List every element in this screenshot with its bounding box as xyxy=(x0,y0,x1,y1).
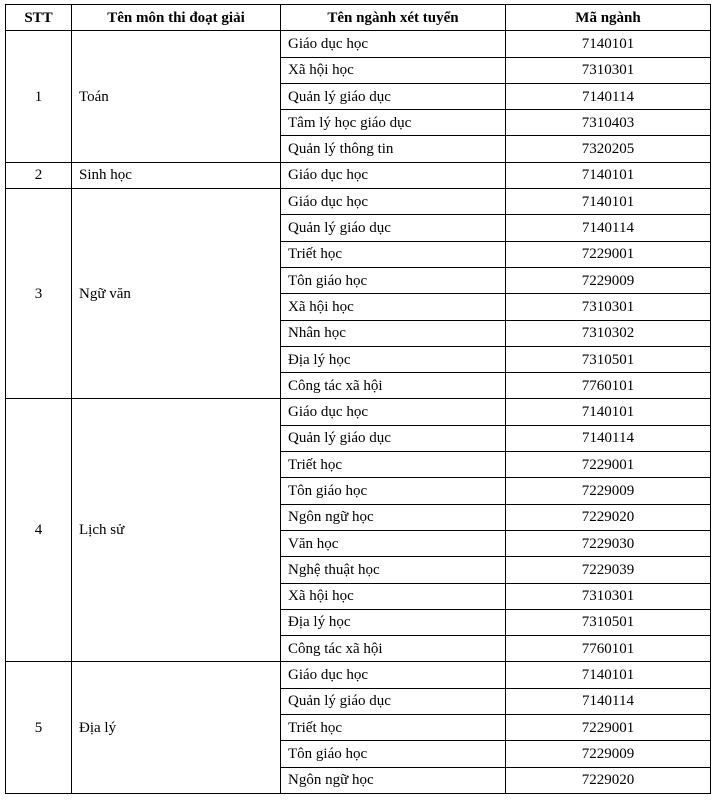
subject-cell: Sinh học xyxy=(72,162,281,188)
code-cell: 7229039 xyxy=(506,557,711,583)
code-cell: 7310403 xyxy=(506,110,711,136)
major-cell: Tôn giáo học xyxy=(281,267,506,293)
code-cell: 7229001 xyxy=(506,715,711,741)
major-cell: Xã hội học xyxy=(281,57,506,83)
table-row xyxy=(6,662,711,688)
code-cell: 7310301 xyxy=(506,57,711,83)
major-cell: Triết học xyxy=(281,241,506,267)
code-cell: 7310301 xyxy=(506,294,711,320)
stt-cell: 5 xyxy=(6,662,72,793)
document-page xyxy=(5,4,711,794)
code-cell: 7229001 xyxy=(506,241,711,267)
code-cell: 7229009 xyxy=(506,741,711,767)
major-cell: Quản lý giáo dục xyxy=(281,688,506,714)
code-cell: 7310501 xyxy=(506,346,711,372)
major-cell: Quản lý giáo dục xyxy=(281,215,506,241)
major-cell: Ngôn ngữ học xyxy=(281,504,506,530)
major-cell: Địa lý học xyxy=(281,346,506,372)
code-cell: 7760101 xyxy=(506,636,711,662)
subject-cell: Địa lý xyxy=(72,662,281,793)
subject-cell: Lịch sử xyxy=(72,399,281,662)
code-cell: 7229001 xyxy=(506,452,711,478)
stt-cell: 1 xyxy=(6,31,72,162)
major-cell: Giáo dục học xyxy=(281,662,506,688)
table-row xyxy=(6,31,711,57)
major-cell: Ngôn ngữ học xyxy=(281,767,506,793)
major-cell: Triết học xyxy=(281,452,506,478)
code-cell: 7140101 xyxy=(506,399,711,425)
major-cell: Địa lý học xyxy=(281,609,506,635)
code-cell: 7140114 xyxy=(506,425,711,451)
stt-cell: 2 xyxy=(6,162,72,188)
stt-cell: 4 xyxy=(6,399,72,662)
major-cell: Quản lý giáo dục xyxy=(281,425,506,451)
code-cell: 7310302 xyxy=(506,320,711,346)
major-cell: Tôn giáo học xyxy=(281,478,506,504)
major-cell: Giáo dục học xyxy=(281,31,506,57)
code-cell: 7140101 xyxy=(506,162,711,188)
major-cell: Công tác xã hội xyxy=(281,373,506,399)
major-cell: Tôn giáo học xyxy=(281,741,506,767)
header-subject: Tên môn thi đoạt giải xyxy=(72,5,281,31)
major-cell: Nghệ thuật học xyxy=(281,557,506,583)
major-cell: Nhân học xyxy=(281,320,506,346)
code-cell: 7229020 xyxy=(506,767,711,793)
code-cell: 7140101 xyxy=(506,189,711,215)
header-code: Mã ngành xyxy=(506,5,711,31)
major-cell: Tâm lý học giáo dục xyxy=(281,110,506,136)
major-cell: Giáo dục học xyxy=(281,162,506,188)
major-cell: Xã hội học xyxy=(281,583,506,609)
subject-cell: Ngữ văn xyxy=(72,189,281,399)
table-body xyxy=(6,31,711,794)
code-cell: 7229009 xyxy=(506,478,711,504)
code-cell: 7310501 xyxy=(506,609,711,635)
code-cell: 7229030 xyxy=(506,530,711,556)
major-cell: Công tác xã hội xyxy=(281,636,506,662)
table-row xyxy=(6,399,711,425)
table-row xyxy=(6,189,711,215)
code-cell: 7760101 xyxy=(506,373,711,399)
header-major: Tên ngành xét tuyển xyxy=(281,5,506,31)
code-cell: 7229009 xyxy=(506,267,711,293)
major-cell: Xã hội học xyxy=(281,294,506,320)
table-row xyxy=(6,162,711,188)
header-stt: STT xyxy=(6,5,72,31)
code-cell: 7140114 xyxy=(506,83,711,109)
subject-cell: Toán xyxy=(72,31,281,162)
code-cell: 7140101 xyxy=(506,31,711,57)
major-cell: Văn học xyxy=(281,530,506,556)
major-cell: Giáo dục học xyxy=(281,189,506,215)
major-cell: Giáo dục học xyxy=(281,399,506,425)
code-cell: 7140114 xyxy=(506,688,711,714)
header-row xyxy=(6,5,711,31)
code-cell: 7320205 xyxy=(506,136,711,162)
major-cell: Triết học xyxy=(281,715,506,741)
major-cell: Quản lý giáo dục xyxy=(281,83,506,109)
code-cell: 7140101 xyxy=(506,662,711,688)
code-cell: 7310301 xyxy=(506,583,711,609)
code-cell: 7229020 xyxy=(506,504,711,530)
major-cell: Quản lý thông tin xyxy=(281,136,506,162)
admission-table xyxy=(5,4,711,794)
code-cell: 7140114 xyxy=(506,215,711,241)
stt-cell: 3 xyxy=(6,189,72,399)
